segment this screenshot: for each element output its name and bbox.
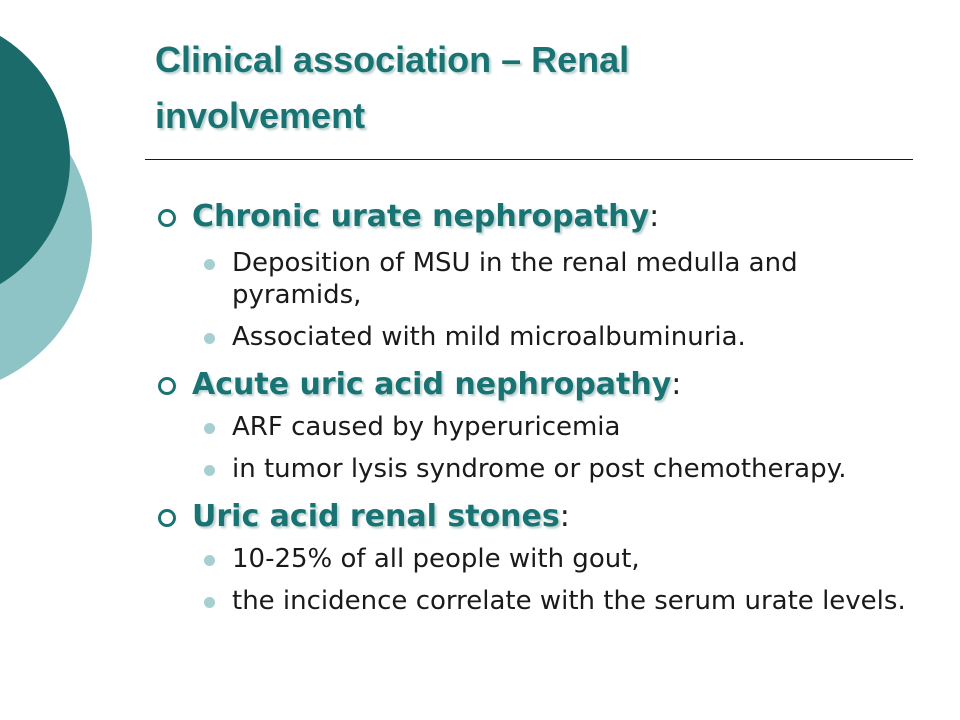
section-heading-text: Uric acid renal stones — [192, 499, 560, 534]
section-heading-text: Chronic urate nephropathy — [192, 199, 650, 234]
dot-bullet-icon — [204, 333, 215, 344]
list-item-text: ARF caused by hyperuricemia — [232, 412, 621, 442]
decorative-circles — [0, 0, 120, 400]
title-line-2: involvement — [155, 95, 366, 136]
bullet-list — [158, 247, 928, 353]
bullet-list — [158, 411, 928, 485]
list-item — [204, 453, 928, 485]
list-item — [204, 247, 928, 311]
title-divider — [145, 159, 913, 160]
ring-bullet-icon — [158, 377, 176, 395]
section-chronic-urate-nephropathy — [158, 195, 928, 353]
section-heading — [158, 495, 928, 539]
ring-bullet-icon — [158, 509, 176, 527]
dot-bullet-icon — [204, 555, 215, 566]
section-heading — [158, 363, 928, 407]
list-item — [204, 411, 928, 443]
list-item-text: Deposition of MSU in the renal medulla and pyramids, — [232, 248, 798, 310]
slide-body — [158, 195, 928, 627]
section-heading-suffix: : — [559, 499, 570, 534]
section-heading — [158, 195, 928, 239]
list-item-text: the incidence correlate with the serum urate levels. — [232, 586, 906, 616]
list-item — [204, 321, 928, 353]
bullet-list — [158, 543, 928, 617]
list-item-text: Associated with mild microalbuminuria. — [232, 322, 746, 352]
section-heading-suffix: : — [671, 367, 682, 402]
list-item-text: in tumor lysis syndrome or post chemotherapy. — [232, 454, 847, 484]
list-item-text: 10-25% of all people with gout, — [232, 544, 640, 574]
dot-bullet-icon — [204, 597, 215, 608]
section-heading-text: Acute uric acid nephropathy — [192, 367, 672, 402]
dot-bullet-icon — [204, 259, 215, 270]
section-heading-suffix: : — [649, 199, 660, 234]
slide-title — [155, 32, 915, 144]
list-item — [204, 585, 928, 617]
section-uric-acid-renal-stones — [158, 495, 928, 617]
dot-bullet-icon — [204, 423, 215, 434]
ring-bullet-icon — [158, 209, 176, 227]
section-acute-uric-acid-nephropathy — [158, 363, 928, 485]
title-line-1: Clinical association – Renal — [155, 39, 630, 80]
dot-bullet-icon — [204, 465, 215, 476]
list-item — [204, 543, 928, 575]
